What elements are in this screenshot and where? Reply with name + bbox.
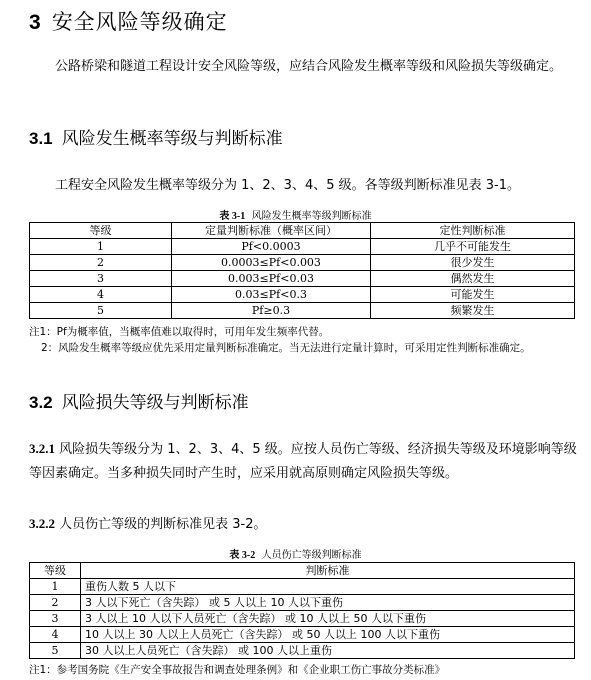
table-3-1-caption [0,207,591,222]
table-cell: 4 [30,627,81,643]
table-cell: 10 人以上 30 人以上人员死亡（含失踪） 或 50 人以上 100 人以下重伤 [81,627,575,643]
table-cell: 3 人以下死亡（含失踪） 或 5 人以上 10 人以下重伤 [81,595,575,611]
section-3-intro: 公路桥梁和隧道工程设计安全风险等级，应结合风险发生概率等级和风险损失等级确定。 [55,59,563,74]
table-row [30,303,575,319]
table-cell: 5 [30,643,81,659]
table-row [30,287,575,303]
casualty-table [29,562,575,659]
table-row [30,579,575,595]
table-cell: 5 [30,303,172,319]
probability-table [29,222,575,319]
table-cell: 偶然发生 [371,271,575,287]
table-row [30,239,575,255]
table-row [30,627,575,643]
table-cell: 2 [30,255,172,271]
table-3-1-note-2: 2：风险发生概率等级应优先采用定量判断标准确定。当无法进行定量计算时，可采用定性判断标准确定。 [41,342,531,354]
table-cell: 4 [30,287,172,303]
section-title: 风险损失等级与判断标准 [61,393,249,413]
paragraph-text: 风险损失等级分为 1、2、3、4、5 级。应按人员伤亡等级、经济损失等级及环境影响等级等因素确定。当多种损失同时产生时，应采用就高原则确定风险损失等级。 [29,442,577,481]
table-row [30,611,575,627]
paragraph-3-2-2 [29,512,577,537]
table-cell: 2 [30,595,81,611]
table-row [30,255,575,271]
caption-number: 表 3-2 [229,550,256,561]
table-cell: 1 [30,579,81,595]
table-row [30,595,575,611]
table-cell: 可能发生 [371,287,575,303]
caption-text: 风险发生概率等级判断标准 [251,211,372,222]
table-cell: 0.003≤Pf<0.03 [172,271,371,287]
table-cell: 3 [30,271,172,287]
section-3-2-heading [29,388,249,413]
table-cell: Pf<0.0003 [172,239,371,255]
table-row [30,643,575,659]
paragraph-3-2-1 [29,437,577,486]
table-cell: 3 [30,611,81,627]
table-cell: 重伤人数 5 人以下 [81,579,575,595]
header-cell: 定性判断标准 [371,223,575,239]
table-cell: 几乎不可能发生 [371,239,575,255]
header-cell: 定量判断标准（概率区间） [172,223,371,239]
table-cell: 3 人以上 10 人以下人员死亡（含失踪） 或 10 人以上 50 人以下重伤 [81,611,575,627]
table-cell: 频繁发生 [371,303,575,319]
paragraph-number: 3.2.2 [29,516,55,531]
table-header-row [30,563,575,579]
section-3-1-body: 工程安全风险发生概率等级分为 1、2、3、4、5 级。各等级判断标准见表 3-1。 [55,178,520,193]
paragraph-text: 人员伤亡等级的判断标准见表 3-2。 [59,517,267,532]
paragraph-number: 3.2.1 [29,441,55,456]
table-cell: 0.03≤Pf<0.3 [172,287,371,303]
table-3-2-caption [0,546,591,561]
table-row [30,271,575,287]
section-number: 3.1 [29,129,53,148]
caption-text: 人员伤亡等级判断标准 [261,550,362,561]
table-header-row [30,223,575,239]
table-3-2-note-1: 注1：参考国务院《生产安全事故报告和调查处理条例》和《企业职工伤亡事故分类标准》 [29,664,446,676]
header-cell: 等级 [30,223,172,239]
table-cell: Pf≥0.3 [172,303,371,319]
section-title: 风险发生概率等级与判断标准 [61,129,283,149]
table-cell: 0.0003≤Pf<0.003 [172,255,371,271]
section-number: 3 [29,11,42,34]
table-3-1-note-1: 注1：Pf为概率值，当概率值难以取得时，可用年发生频率代替。 [29,326,330,338]
table-cell: 30 人以上人员死亡（含失踪） 或 100 人以上重伤 [81,643,575,659]
header-cell: 判断标准 [81,563,575,579]
section-3-1-heading [29,124,283,149]
header-cell: 等级 [30,563,81,579]
caption-number: 表 3-1 [219,211,246,222]
table-cell: 1 [30,239,172,255]
section-3-heading [29,6,228,36]
section-title: 安全风险等级确定 [51,10,228,34]
table-cell: 很少发生 [371,255,575,271]
section-number: 3.2 [29,393,53,412]
